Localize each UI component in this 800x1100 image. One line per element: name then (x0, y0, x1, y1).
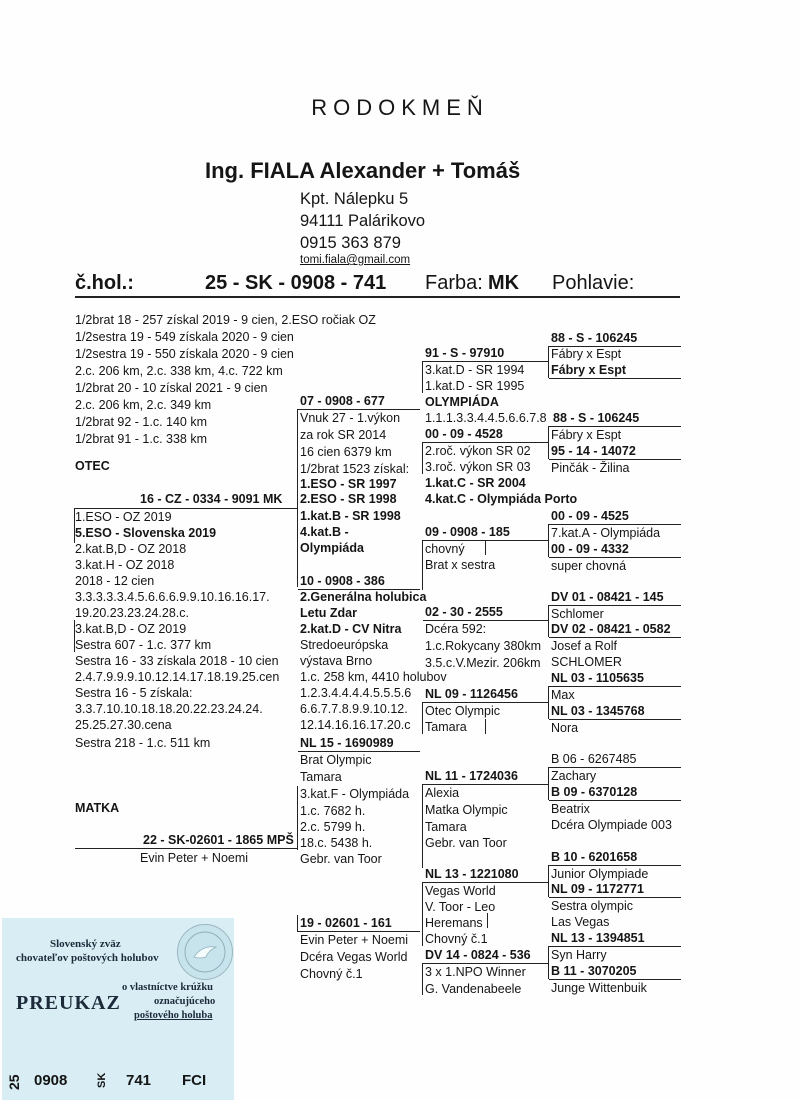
father-bracket (74, 508, 75, 543)
mmf-bracket (422, 882, 423, 946)
mfm-line: Alexia (425, 786, 460, 800)
color-value: MK (488, 272, 520, 294)
g4-bracket (548, 524, 549, 557)
g4-line: Zachary (551, 769, 597, 783)
g4-ring: 88 - S - 106245 (553, 411, 640, 425)
mf-line: Gebr. van Toor (300, 852, 382, 866)
father-line: 1.ESO - OZ 2019 (75, 510, 172, 524)
g4-line: 7.kat.A - Olympiáda (551, 526, 661, 540)
g4-ring: NL 13 - 1394851 (551, 931, 645, 945)
fff-line: 1.1.1.3.3.4.4.5.6.6.7.8 (425, 411, 547, 425)
g4-line: Max (551, 688, 575, 702)
g4-ring: DV 01 - 08421 - 145 (551, 590, 664, 604)
ff-line: 1.kat.B - SR 1998 (300, 509, 401, 523)
g4-ring: B 09 - 6370128 (551, 785, 638, 799)
ring-number: 25 - SK - 0908 - 741 (205, 272, 387, 294)
ff-bracket (297, 409, 298, 587)
fff-bracket (422, 361, 423, 393)
g4-line: Fábry x Espt (551, 363, 627, 377)
ff-line: 4.kat.B - (300, 525, 349, 539)
fff-line: 1.kat.D - SR 1995 (425, 379, 525, 393)
mother-label: MATKA (75, 801, 120, 815)
owner-name: Ing. FIALA Alexander + Tomáš (205, 158, 521, 183)
sibling-line: 1/2brat 18 - 257 získal 2019 - 9 cien, 2.ESO ročiak OZ (75, 313, 376, 327)
g4-ring: 00 - 09 - 4332 (551, 542, 629, 556)
g4-line: Sestra olympic (551, 899, 633, 913)
mmf-tick (487, 913, 488, 928)
g4-line: SCHLOMER (551, 655, 622, 669)
color-label: Farba: (425, 272, 483, 294)
g4-line: Nora (551, 721, 579, 735)
mfm-line: Tamara (425, 820, 467, 834)
fmf-ring: 09 - 0908 - 185 (425, 525, 510, 539)
stamp-sub1: o vlastníctve krúžku (122, 982, 214, 993)
ffm-line: 3.roč. výkon SR 03 (425, 460, 531, 474)
fff-ring: 91 - S - 97910 (425, 346, 505, 360)
stamp-club: 0908 (34, 1072, 68, 1089)
fm-line: 1.2.3.4.4.4.4.5.5.5.6 (300, 686, 412, 700)
g4-bracket (548, 605, 549, 637)
father-line: 3.3.7.10.10.18.18.20.22.23.24.24. (75, 702, 263, 716)
mf-line: 3.kat.F - Olympiáda (300, 787, 410, 801)
mmm-bracket (422, 963, 423, 995)
sibling-line: 1/2sestra 19 - 549 získala 2020 - 9 cien (75, 330, 294, 344)
mmm-line: 3 x 1.NPO Winner (425, 965, 526, 979)
mfm-line: Matka Olympic (425, 803, 508, 817)
union-seal-icon (177, 924, 233, 980)
ff-line: za rok SR 2014 (300, 428, 387, 442)
father-bracket (74, 620, 75, 652)
mfm-bracket (422, 784, 423, 868)
g4-line: Schlomer (551, 607, 604, 621)
sibling-line: 2.c. 206 km, 2.c. 349 km (75, 398, 212, 412)
g4-rule (549, 378, 681, 379)
g4-line: Las Vegas (551, 915, 610, 929)
mff-line: Otec Olympic (425, 704, 501, 718)
ring-card-stamp (2, 918, 234, 1100)
fm-line: 2.Generálna holubica (300, 590, 427, 604)
fm-line: výstava Brno (300, 654, 373, 668)
ff-line: 1/2brat 1523 získal: (300, 462, 410, 476)
stamp-title: PREUKAZ (16, 992, 121, 1014)
father-line: Sestra 607 - 1.c. 377 km (75, 638, 212, 652)
mm-ring: 19 - 02601 - 161 (300, 916, 392, 930)
ffm-line: 2.roč. výkon SR 02 (425, 444, 531, 458)
mmf-ring: NL 13 - 1221080 (425, 867, 519, 881)
fm-line: 6.6.7.7.8.9.9.10.12. (300, 702, 408, 716)
ff-line: 2.ESO - SR 1998 (300, 492, 397, 506)
g4-ring: B 11 - 3070205 (551, 964, 637, 978)
ff-line: 1.ESO - SR 1997 (300, 477, 397, 491)
mmm-line: G. Vandenabeele (425, 982, 522, 996)
mm-bracket (297, 915, 298, 932)
fmf-line: chovný (425, 542, 465, 556)
fm-line: Stredoeurópska (300, 638, 389, 652)
mmf-line: Heremans (425, 916, 483, 930)
mf-bracket (297, 786, 298, 850)
ffm-line: 1.kat.C - SR 2004 (425, 476, 526, 490)
father-line: Sestra 218 - 1.c. 511 km (75, 736, 211, 750)
g4-bracket (548, 426, 549, 459)
father-line: 5.ESO - Slovenska 2019 (75, 526, 217, 540)
mm-line: Evin Peter + Noemi (300, 933, 409, 947)
ff-line: Vnuk 27 - 1.výkon (300, 411, 401, 425)
g4-line: Junior Olympiade (551, 867, 649, 881)
mf-line: 2.c. 5799 h. (300, 820, 366, 834)
g4-bracket (548, 946, 549, 979)
stamp-year: 25 (6, 1074, 22, 1090)
fff-line: 3.kat.D - SR 1994 (425, 363, 525, 377)
mf-line: Brat Olympic (300, 753, 372, 767)
fmf-tick (485, 541, 486, 555)
father-line: 2018 - 12 cien (75, 574, 155, 588)
g4-line: super chovná (551, 559, 627, 573)
mff-tick (485, 719, 486, 734)
fff-line: OLYMPIÁDA (425, 395, 499, 409)
father-label: OTEC (75, 459, 110, 473)
father-line: 3.3.3.3.3.4.5.6.6.6.9.9.10.16.16.17. (75, 590, 270, 604)
ring-label: č.hol.: (75, 272, 134, 294)
stamp-org1: Slovenský zväz (50, 938, 121, 950)
stamp-country: SK (96, 1072, 108, 1088)
father-ring: 16 - CZ - 0334 - 9091 MK (140, 492, 283, 506)
stamp-sub2: označujúceho (154, 996, 216, 1007)
sibling-line: 1/2brat 91 - 1.c. 338 km (75, 432, 208, 446)
father-line: Sestra 16 - 33 získala 2018 - 10 cien (75, 654, 279, 668)
fmm-ring: 02 - 30 - 2555 (425, 605, 503, 619)
ffm-ring: 00 - 09 - 4528 (425, 427, 503, 441)
ff-line: Olympiáda (300, 541, 364, 555)
father-line: 25.25.27.30.cena (75, 718, 172, 732)
g4-ring: 88 - S - 106245 (551, 331, 638, 345)
ff-ring: 07 - 0908 - 677 (300, 394, 385, 408)
mff-ring: NL 09 - 1126456 (425, 687, 518, 701)
fm-line: Letu Zdar (300, 606, 357, 620)
fm-ring: 10 - 0908 - 386 (300, 574, 385, 588)
father-line: 3.kat.H - OZ 2018 (75, 558, 175, 572)
owner-city: 94111 Palárikovo (300, 212, 426, 230)
g4-line: Dcéra Olympiade 003 (551, 818, 672, 832)
stamp-org2: chovateľov poštových holubov (16, 952, 159, 964)
mother-breeder: Evin Peter + Noemi (140, 851, 249, 865)
g4-line: Junge Wittenbuik (551, 981, 647, 995)
g4-ring: NL 09 - 1172771 (551, 882, 644, 896)
fmm-line: 3.5.c.V.Mezir. 206km (425, 656, 541, 670)
fmf-line: Brat x sestra (425, 558, 496, 572)
owner-phone: 0915 363 879 (300, 234, 401, 252)
mother-ring: 22 - SK-02601 - 1865 MPŠ (143, 833, 294, 847)
g4-line: Beatrix (551, 802, 590, 816)
ff-line: 16 cien 6379 km (300, 445, 392, 459)
father-line: 19.20.23.23.24.28.c. (75, 606, 189, 620)
mff-line: Tamara (425, 720, 467, 734)
mf-line: 1.c. 7682 h. (300, 804, 366, 818)
mmm-ring: DV 14 - 0824 - 536 (425, 948, 531, 962)
mmf-line: Chovný č.1 (425, 932, 488, 946)
mfm-ring: NL 11 - 1724036 (425, 769, 518, 783)
father-line: 2.kat.B,D - OZ 2018 (75, 542, 187, 556)
father-line: 3.kat.B,D - OZ 2019 (75, 622, 187, 636)
g4-line: Syn Harry (551, 948, 607, 962)
g4-ring: B 06 - 6267485 (551, 752, 637, 766)
sibling-line: 1/2brat 92 - 1.c. 140 km (75, 415, 208, 429)
sex-label: Pohlavie: (552, 272, 635, 294)
father-line: 2.4.7.9.9.9.10.12.14.17.18.19.25.cen (75, 670, 280, 684)
stamp-number: 741 (126, 1072, 152, 1089)
father-line: Sestra 16 - 5 získala: (75, 686, 193, 700)
g4-ring: DV 02 - 08421 - 0582 (551, 622, 671, 636)
g4-ring: 00 - 09 - 4525 (551, 509, 629, 523)
fm-line: 1.c. 258 km, 4410 holubov (300, 670, 447, 684)
fmf-bracket (422, 540, 423, 590)
fm-line: 2.kat.D - CV Nitra (300, 622, 402, 636)
g4-bracket (548, 686, 549, 719)
g4-line: Pinčák - Žilina (551, 461, 630, 475)
stamp-sub3: poštového holuba (134, 1010, 213, 1021)
mother-rule (75, 848, 297, 849)
g4-ring: NL 03 - 1105635 (551, 671, 644, 685)
header-rule (75, 296, 680, 298)
g4-ring: 95 - 14 - 14072 (551, 444, 636, 458)
g4-ring: B 10 - 6201658 (551, 850, 638, 864)
fmm-line: Dcéra 592: (425, 622, 487, 636)
g4-line: Fábry x Espt (551, 347, 622, 361)
mff-bracket (422, 702, 423, 734)
mmf-line: V. Toor - Leo (425, 900, 496, 914)
mm-line: Chovný č.1 (300, 967, 363, 981)
document-title: RODOKMEŇ (311, 95, 489, 120)
ffm-bracket (422, 442, 423, 474)
ffm-line: 4.kat.C - Olympiáda Porto (425, 492, 578, 506)
mf-line: Tamara (300, 770, 342, 784)
g4-bracket (548, 767, 549, 800)
g4-bracket (548, 346, 549, 378)
fm-line: 12.14.16.16.17.20.c (300, 718, 411, 732)
mf-ring: NL 15 - 1690989 (300, 736, 394, 750)
fmm-line: 1.c.Rokycany 380km (425, 639, 542, 653)
g4-ring: NL 03 - 1345768 (551, 704, 645, 718)
sibling-line: 1/2brat 20 - 10 získal 2021 - 9 cien (75, 381, 268, 395)
sibling-line: 1/2sestra 19 - 550 získala 2020 - 9 cien (75, 347, 294, 361)
g4-line: Josef a Rolf (551, 639, 618, 653)
sibling-line: 2.c. 206 km, 2.c. 338 km, 4.c. 722 km (75, 364, 283, 378)
owner-email: tomi.fiala@gmail.com (300, 254, 411, 266)
g4-bracket (548, 865, 549, 897)
mfm-line: Gebr. van Toor (425, 836, 507, 850)
mf-line: 18.c. 5438 h. (300, 836, 373, 850)
mmf-line: Vegas World (425, 884, 496, 898)
owner-street: Kpt. Nálepku 5 (300, 190, 409, 208)
g4-line: Fábry x Espt (551, 428, 622, 442)
mm-line: Dcéra Vegas World (300, 950, 408, 964)
stamp-fci: FCI (182, 1072, 207, 1089)
